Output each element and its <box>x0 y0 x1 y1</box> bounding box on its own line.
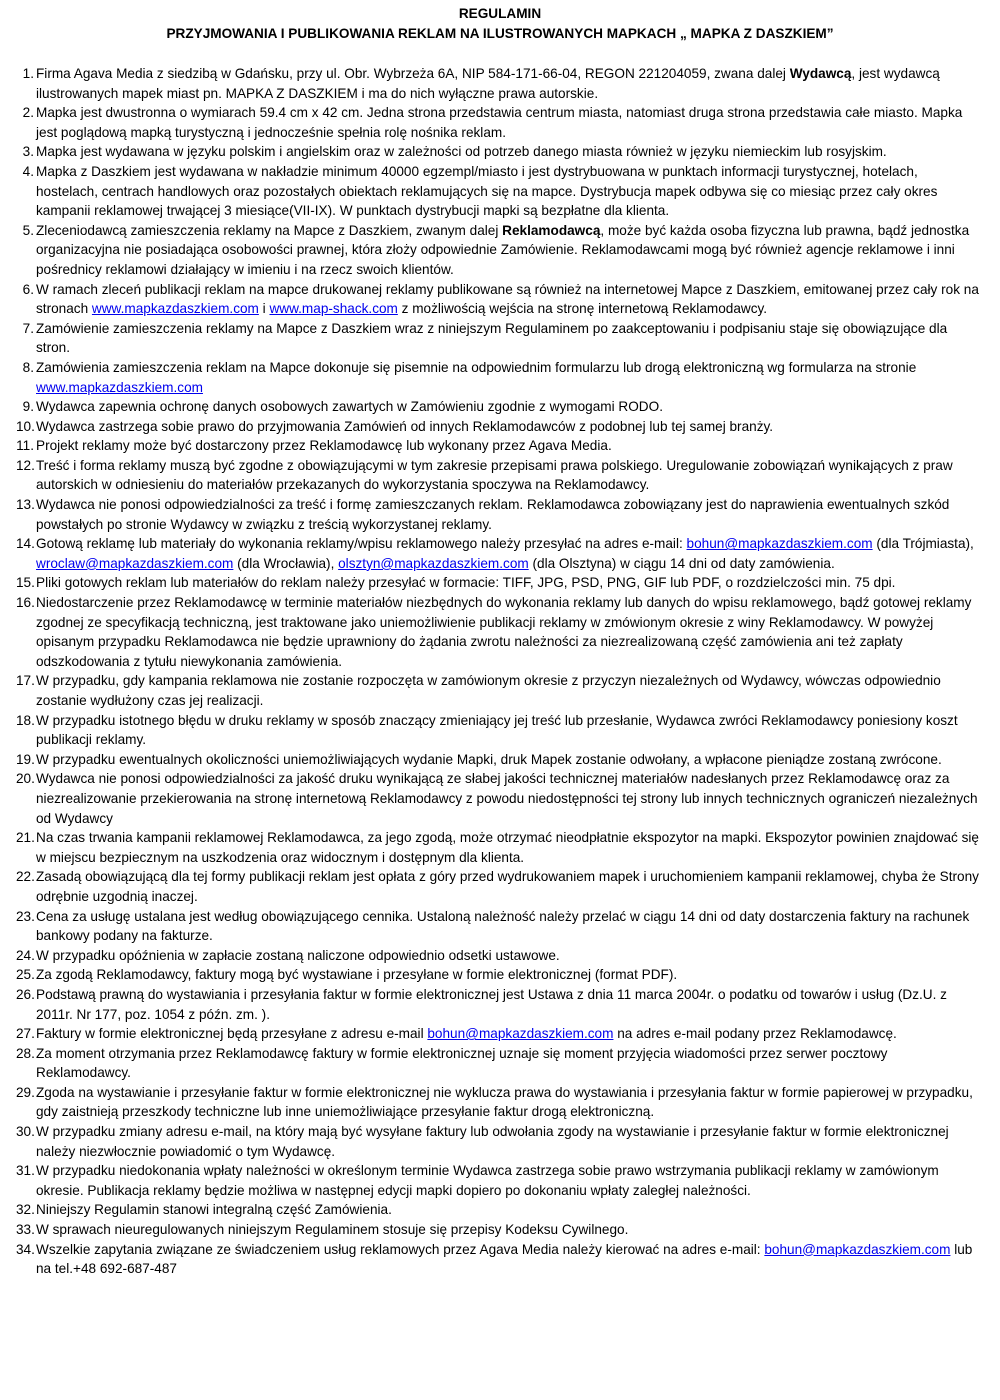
rules-list <box>16 64 982 1279</box>
text-run: Pliki gotowych reklam lub materiałów do reklam należy przesyłać w formacie: TIFF, JPG, PSD, PNG, GIF lub PDF, o rozdzielczości min. 75 dpi. <box>36 575 896 591</box>
item-text <box>36 828 982 867</box>
text-run: i <box>258 301 270 317</box>
text-run: Wszelkie zapytania związane ze świadczeniem usług reklamowych przez Agava Media należy kierować na adres e-mail: <box>36 1241 765 1257</box>
text-run: Niedostarczenie przez Reklamodawcę w terminie materiałów niezbędnych do wykonania reklamy lub danych do wpisu reklamowego, bądź gotowej reklamy zgodnej ze specyfikacją techniczną, jest traktowane jako uniemożliwienie publikacji reklamy w zmówionym okresie z winy Reklamodawcy. W powyżej opisanym przypadku Reklamodawca nie będzie uprawniony do żądania zwrotu należności za niezrealizowaną część zamówienia ani też zapłaty odszkodowania z tytułu niewykonania zamówienia. <box>36 595 972 669</box>
text-run: Wydawca nie ponosi odpowiedzialności za treść i formę zamieszczanych reklam. Reklamodawca zobowiązany jest do naprawienia ewentualnych szkód powstałych po stronie Wydawcy w związku z treścią wykorzystanej reklamy. <box>36 497 950 532</box>
list-item <box>16 946 982 966</box>
list-item <box>16 671 982 710</box>
text-run: Mapka jest wydawana w języku polskim i angielskim oraz w zależności od potrzeb danego miasta również w języku niemieckim lub rosyjskim. <box>36 144 887 160</box>
item-text <box>36 1044 982 1083</box>
list-item <box>16 1122 982 1161</box>
item-text <box>36 946 982 966</box>
list-item <box>16 750 982 770</box>
item-text <box>36 573 982 593</box>
text-run: Cena za usługę ustalana jest według obowiązującego cennika. Ustaloną należność należy przelać w ciągu 14 dni od daty dostarczenia faktury na rachunek bankowy podany na fakturze. <box>36 908 970 944</box>
text-run: Na czas trwania kampanii reklamowej Reklamodawca, za jego zgodą, może otrzymać nieodpłatnie ekspozytor na mapki. Ekspozytor powinien znajdować się w miejscu bezpiecznym na uszkodzenia oraz widocznym i dostępnym dla klienta. <box>36 830 979 865</box>
list-item <box>16 1240 982 1279</box>
text-run: Zleceniodawcą zamieszczenia reklamy na Mapce z Daszkiem, zwanym dalej <box>36 222 503 238</box>
text-run: Podstawą prawną do wystawiania i przesyłania faktur w formie elektronicznej jest Ustawa z dnia 11 marca 2004r. o podatku od towarów i usług (Dz.U. z 2011r. Nr 177, poz. 1054 z późn. zm. ). <box>36 986 947 1022</box>
list-item <box>16 534 982 573</box>
text-run: Zamówienie zamieszczenia reklamy na Mapce z Daszkiem wraz z niniejszym Regulaminem po zaakceptowaniu i podpisaniu staje się obowiązujące dla stron. <box>36 320 948 356</box>
list-item <box>16 711 982 750</box>
link[interactable]: www.map-shack.com <box>269 301 398 317</box>
item-text <box>36 436 982 456</box>
item-number: 32. <box>16 1202 35 1218</box>
item-number: 18. <box>16 712 35 728</box>
text-run: na adres e-mail podany przez Reklamodawcę. <box>613 1026 897 1042</box>
item-text <box>36 103 982 142</box>
item-text <box>36 907 982 946</box>
list-item <box>16 1200 982 1220</box>
link[interactable]: www.mapkazdaszkiem.com <box>36 379 203 395</box>
list-item <box>16 103 982 142</box>
item-number: 3. <box>22 144 34 160</box>
list-item <box>16 142 982 162</box>
item-number: 24. <box>16 947 35 963</box>
item-text <box>36 358 982 397</box>
item-text <box>36 985 982 1024</box>
item-number: 20. <box>16 771 35 787</box>
item-number: 33. <box>16 1222 35 1238</box>
item-number: 26. <box>16 986 35 1002</box>
text-run: W ramach zleceń publikacji reklam na mapce drukowanej reklamy publikowane są również na internetowej Mapce z Daszkiem, emitowanej przez cały rok na stronach <box>36 281 979 317</box>
text-run: W sprawach nieuregulowanych niniejszym Regulaminem stosuje się przepisy Kodeksu Cywilnego. <box>36 1222 629 1238</box>
item-number: 12. <box>16 457 35 473</box>
item-number: 6. <box>22 281 34 297</box>
list-item <box>16 397 982 417</box>
text-run: Wydawca zastrzega sobie prawo do przyjmowania Zamówień od innych Reklamodawców z podobnej lub tej samej branży. <box>36 418 774 434</box>
text-run: (dla Trójmiasta), <box>872 536 974 552</box>
link[interactable]: wroclaw@mapkazdaszkiem.com <box>36 555 234 571</box>
item-number: 9. <box>22 399 34 415</box>
item-text <box>36 867 982 906</box>
link[interactable]: bohun@mapkazdaszkiem.com <box>686 536 873 552</box>
item-number: 7. <box>22 320 34 336</box>
text-run: W przypadku istotnego błędu w druku reklamy w sposób znaczący zmieniający jej treść lub przesłanie, Wydawca zwróci Reklamodawcy poniesiony koszt publikacji reklamy. <box>36 712 958 748</box>
item-text <box>36 965 982 985</box>
item-number: 16. <box>16 595 35 611</box>
item-number: 13. <box>16 497 35 513</box>
item-number: 25. <box>16 967 35 983</box>
item-text <box>36 593 982 671</box>
item-text <box>36 495 982 534</box>
text-run: Mapka jest dwustronna o wymiarach 59.4 cm x 42 cm. Jedna strona przedstawia centrum miasta, natomiast druga strona przedstawia całe miasto. Mapka jest poglądową mapką turystyczną i jednocześnie spełnia rolę nośnika reklam. <box>36 105 963 140</box>
list-item <box>16 593 982 671</box>
item-number: 15. <box>16 575 35 591</box>
bold-term: Wydawcą <box>789 66 852 81</box>
item-text <box>36 711 982 750</box>
item-number: 34. <box>16 1241 35 1257</box>
list-item <box>16 417 982 437</box>
text-run: Firma Agava Media z siedzibą w Gdańsku, przy ul. Obr. Wybrzeża 6A, NIP 584-171-66-04, REGON 221204059, zwana dalej <box>36 66 790 81</box>
item-number: 4. <box>22 163 34 179</box>
item-number: 19. <box>16 751 35 767</box>
item-text <box>36 750 982 770</box>
item-text <box>36 1083 982 1122</box>
list-item <box>16 1044 982 1083</box>
list-item <box>16 828 982 867</box>
item-text <box>36 769 982 828</box>
list-item <box>16 769 982 828</box>
list-item <box>16 965 982 985</box>
text-run: z możliwością wejścia na stronę internetową Reklamodawcy. <box>397 301 768 317</box>
item-number: 31. <box>16 1163 35 1179</box>
item-number: 11. <box>16 438 34 454</box>
item-number: 29. <box>16 1084 35 1100</box>
text-run: Projekt reklamy może być dostarczony przez Reklamodawcę lub wykonany przez Agava Media. <box>36 438 612 454</box>
item-text <box>36 142 982 162</box>
item-number: 5. <box>22 222 34 238</box>
text-run: , może być każda osoba fizyczna lub prawna, bądź jednostka organizacyjna nie posiadająca osobowości prawnej, która złoży odpowiednie Zamówienie. Reklamodawcami mogą być również agencje reklamowe i inni pośrednicy reklamowi działający w imieniu i na rzecz swoich klientów. <box>36 222 970 277</box>
item-text <box>36 1122 982 1161</box>
list-item <box>16 1024 982 1044</box>
item-text <box>36 1161 982 1200</box>
item-number: 17. <box>16 673 35 689</box>
text-run: W przypadku opóźnienia w zapłacie zostaną naliczone odpowiednio odsetki ustawowe. <box>36 947 560 963</box>
text-run: Zamówienia zamieszczenia reklam na Mapce dokonuje się pisemnie na odpowiednim formularzu lub drogą elektroniczną wg formularza na stronie <box>36 359 917 375</box>
text-run: Za zgodą Reklamodawcy, faktury mogą być wystawiane i przesyłane w formie elektronicznej (format PDF). <box>36 967 678 983</box>
item-number: 8. <box>22 359 34 375</box>
list-item <box>16 1220 982 1240</box>
item-text <box>36 417 982 437</box>
list-item <box>16 162 982 221</box>
text-run: Za moment otrzymania przez Reklamodawcę faktury w formie elektronicznej uznaje się moment przyjęcia wiadomości przez serwer pocztowy Reklamodawcy. <box>36 1045 888 1081</box>
list-item <box>16 1161 982 1200</box>
text-run: lub na tel.+48 692-687-487 <box>36 1241 973 1277</box>
item-text <box>36 1200 982 1220</box>
list-item <box>16 573 982 593</box>
item-text <box>36 671 982 710</box>
text-run: , jest wydawcą ilustrowanych mapek miast pn. MAPKA Z DASZKIEM i ma do nich wyłączne prawa autorskie. <box>36 66 940 101</box>
list-item <box>16 64 982 103</box>
text-run: Zasadą obowiązującą dla tej formy publikacji reklam jest opłata z góry przed wydrukowaniem mapek i uruchomieniem kampanii reklamowej, chyba że Strony odrębnie uzgodnią inaczej. <box>36 869 979 904</box>
list-item <box>16 907 982 946</box>
item-number: 1. <box>22 66 34 81</box>
text-run: W przypadku niedokonania wpłaty należności w określonym terminie Wydawca zastrzega sobie prawo wstrzymania publikacji reklamy w zamówionym okresie. Publikacja reklamy będzie możliwa w następnej edycji mapki dopiero po dokonaniu wpłaty zaległej należności. <box>36 1163 939 1198</box>
item-number: 10. <box>16 418 35 434</box>
list-item <box>16 319 982 358</box>
text-run: Faktury w formie elektronicznej będą przesyłane z adresu e-mail <box>36 1026 428 1042</box>
list-item <box>16 436 982 456</box>
item-text <box>36 1220 982 1240</box>
list-item <box>16 280 982 319</box>
document-title: REGULAMIN <box>458 6 542 21</box>
item-text <box>36 64 982 103</box>
list-item <box>16 985 982 1024</box>
item-number: 22. <box>16 869 35 885</box>
item-number: 27. <box>16 1026 35 1042</box>
list-item <box>16 495 982 534</box>
text-run: (dla Wrocławia), <box>233 555 339 571</box>
item-number: 2. <box>22 105 34 121</box>
item-number: 30. <box>16 1124 35 1140</box>
text-run: Mapka z Daszkiem jest wydawana w nakładzie minimum 40000 egzempl/miasto i jest dystrybuowana w punktach informacji turystycznej, hotelach, hostelach, centrach handlowych oraz pozostałych obiektach reklamujących się na mapce. Dystrybucja mapek odbywa się co miesiąc przez cały okres kampanii reklamowej trwającej 3 miesiące(VII-IX). W punktach dystrybucji mapki są bezpłatne dla klienta. <box>36 163 938 219</box>
link[interactable]: bohun@mapkazdaszkiem.com <box>764 1241 951 1257</box>
text-run: Gotową reklamę lub materiały do wykonania reklamy/wpisu reklamowego należy przesyłać na adres e-mail: <box>36 536 687 552</box>
link[interactable]: olsztyn@mapkazdaszkiem.com <box>338 555 529 571</box>
list-item <box>16 867 982 906</box>
text-run: W przypadku ewentualnych okoliczności uniemożliwiających wydanie Mapki, druk Mapek zostanie odwołany, a wpłacone pieniądze zostaną zwrócone. <box>36 751 942 767</box>
item-text <box>36 280 982 319</box>
text-run: Treść i forma reklamy muszą być zgodne z obowiązującymi w tym zakresie przepisami prawa polskiego. Uregulowanie zobowiązań wynikających z praw autorskich w odniesieniu do materiałów przekazanych do wykorzystania spoczywa na Reklamodawcy. <box>36 457 953 493</box>
text-run: (dla Olsztyna) w ciągu 14 dni od daty zamówienia. <box>528 555 835 571</box>
item-text <box>36 221 982 280</box>
text-run: W przypadku, gdy kampania reklamowa nie zostanie rozpoczęta w zamówionym okresie z przyczyn niezależnych od Wydawcy, wówczas odpowiednio zostanie wydłużony czas jej realizacji. <box>36 673 941 708</box>
item-text <box>36 1240 982 1279</box>
item-text <box>36 1024 982 1044</box>
list-item <box>16 1083 982 1122</box>
text-run: W przypadku zmiany adresu e-mail, na który mają być wysyłane faktury lub odwołania zgody na wystawianie i przesyłanie faktur w formie elektronicznej należy niezwłocznie powiadomić o tym Wydawcę. <box>36 1124 949 1159</box>
link[interactable]: www.mapkazdaszkiem.com <box>91 301 259 317</box>
item-text <box>36 397 982 417</box>
text-run: Niniejszy Regulamin stanowi integralną część Zamówienia. <box>36 1202 392 1218</box>
item-text <box>36 534 982 573</box>
text-run: Wydawca zapewnia ochronę danych osobowych zawartych w Zamówieniu zgodnie z wymogami RODO. <box>36 399 663 415</box>
item-text <box>36 319 982 358</box>
bold-term: Reklamodawcą <box>502 222 601 238</box>
item-number: 14. <box>16 536 35 552</box>
list-item <box>16 456 982 495</box>
text-run: Wydawca nie ponosi odpowiedzialności za jakość druku wynikającą ze słabej jakości technicznej materiałów nadesłanych przez Reklamodawcę oraz za niezrealizowanie przekierowania na stronę internetową Reklamodawcy z powodu niedostępności tej strony lub innych technicznych ograniczeń niezależnych od Wydawcy <box>36 771 978 826</box>
text-run: Zgoda na wystawianie i przesyłanie faktur w formie elektronicznej nie wyklucza prawa do wystawiania i przesyłania faktur w formie papierowej w przypadku, gdy zaistnieją przeszkody techniczne lub inne uniemożliwiające przesyłanie faktur drogą elektroniczną. <box>36 1084 973 1120</box>
link[interactable]: bohun@mapkazdaszkiem.com <box>427 1026 614 1042</box>
item-number: 28. <box>16 1045 35 1061</box>
list-item <box>16 221 982 280</box>
list-item <box>16 358 982 397</box>
item-text <box>36 456 982 495</box>
item-text <box>36 162 982 221</box>
document-subtitle: PRZYJMOWANIA I PUBLIKOWANIA REKLAM NA ILUSTROWANYCH MAPKACH „ MAPKA Z DASZKIEM” <box>166 26 834 41</box>
item-number: 23. <box>16 908 35 924</box>
item-number: 21. <box>16 830 35 846</box>
